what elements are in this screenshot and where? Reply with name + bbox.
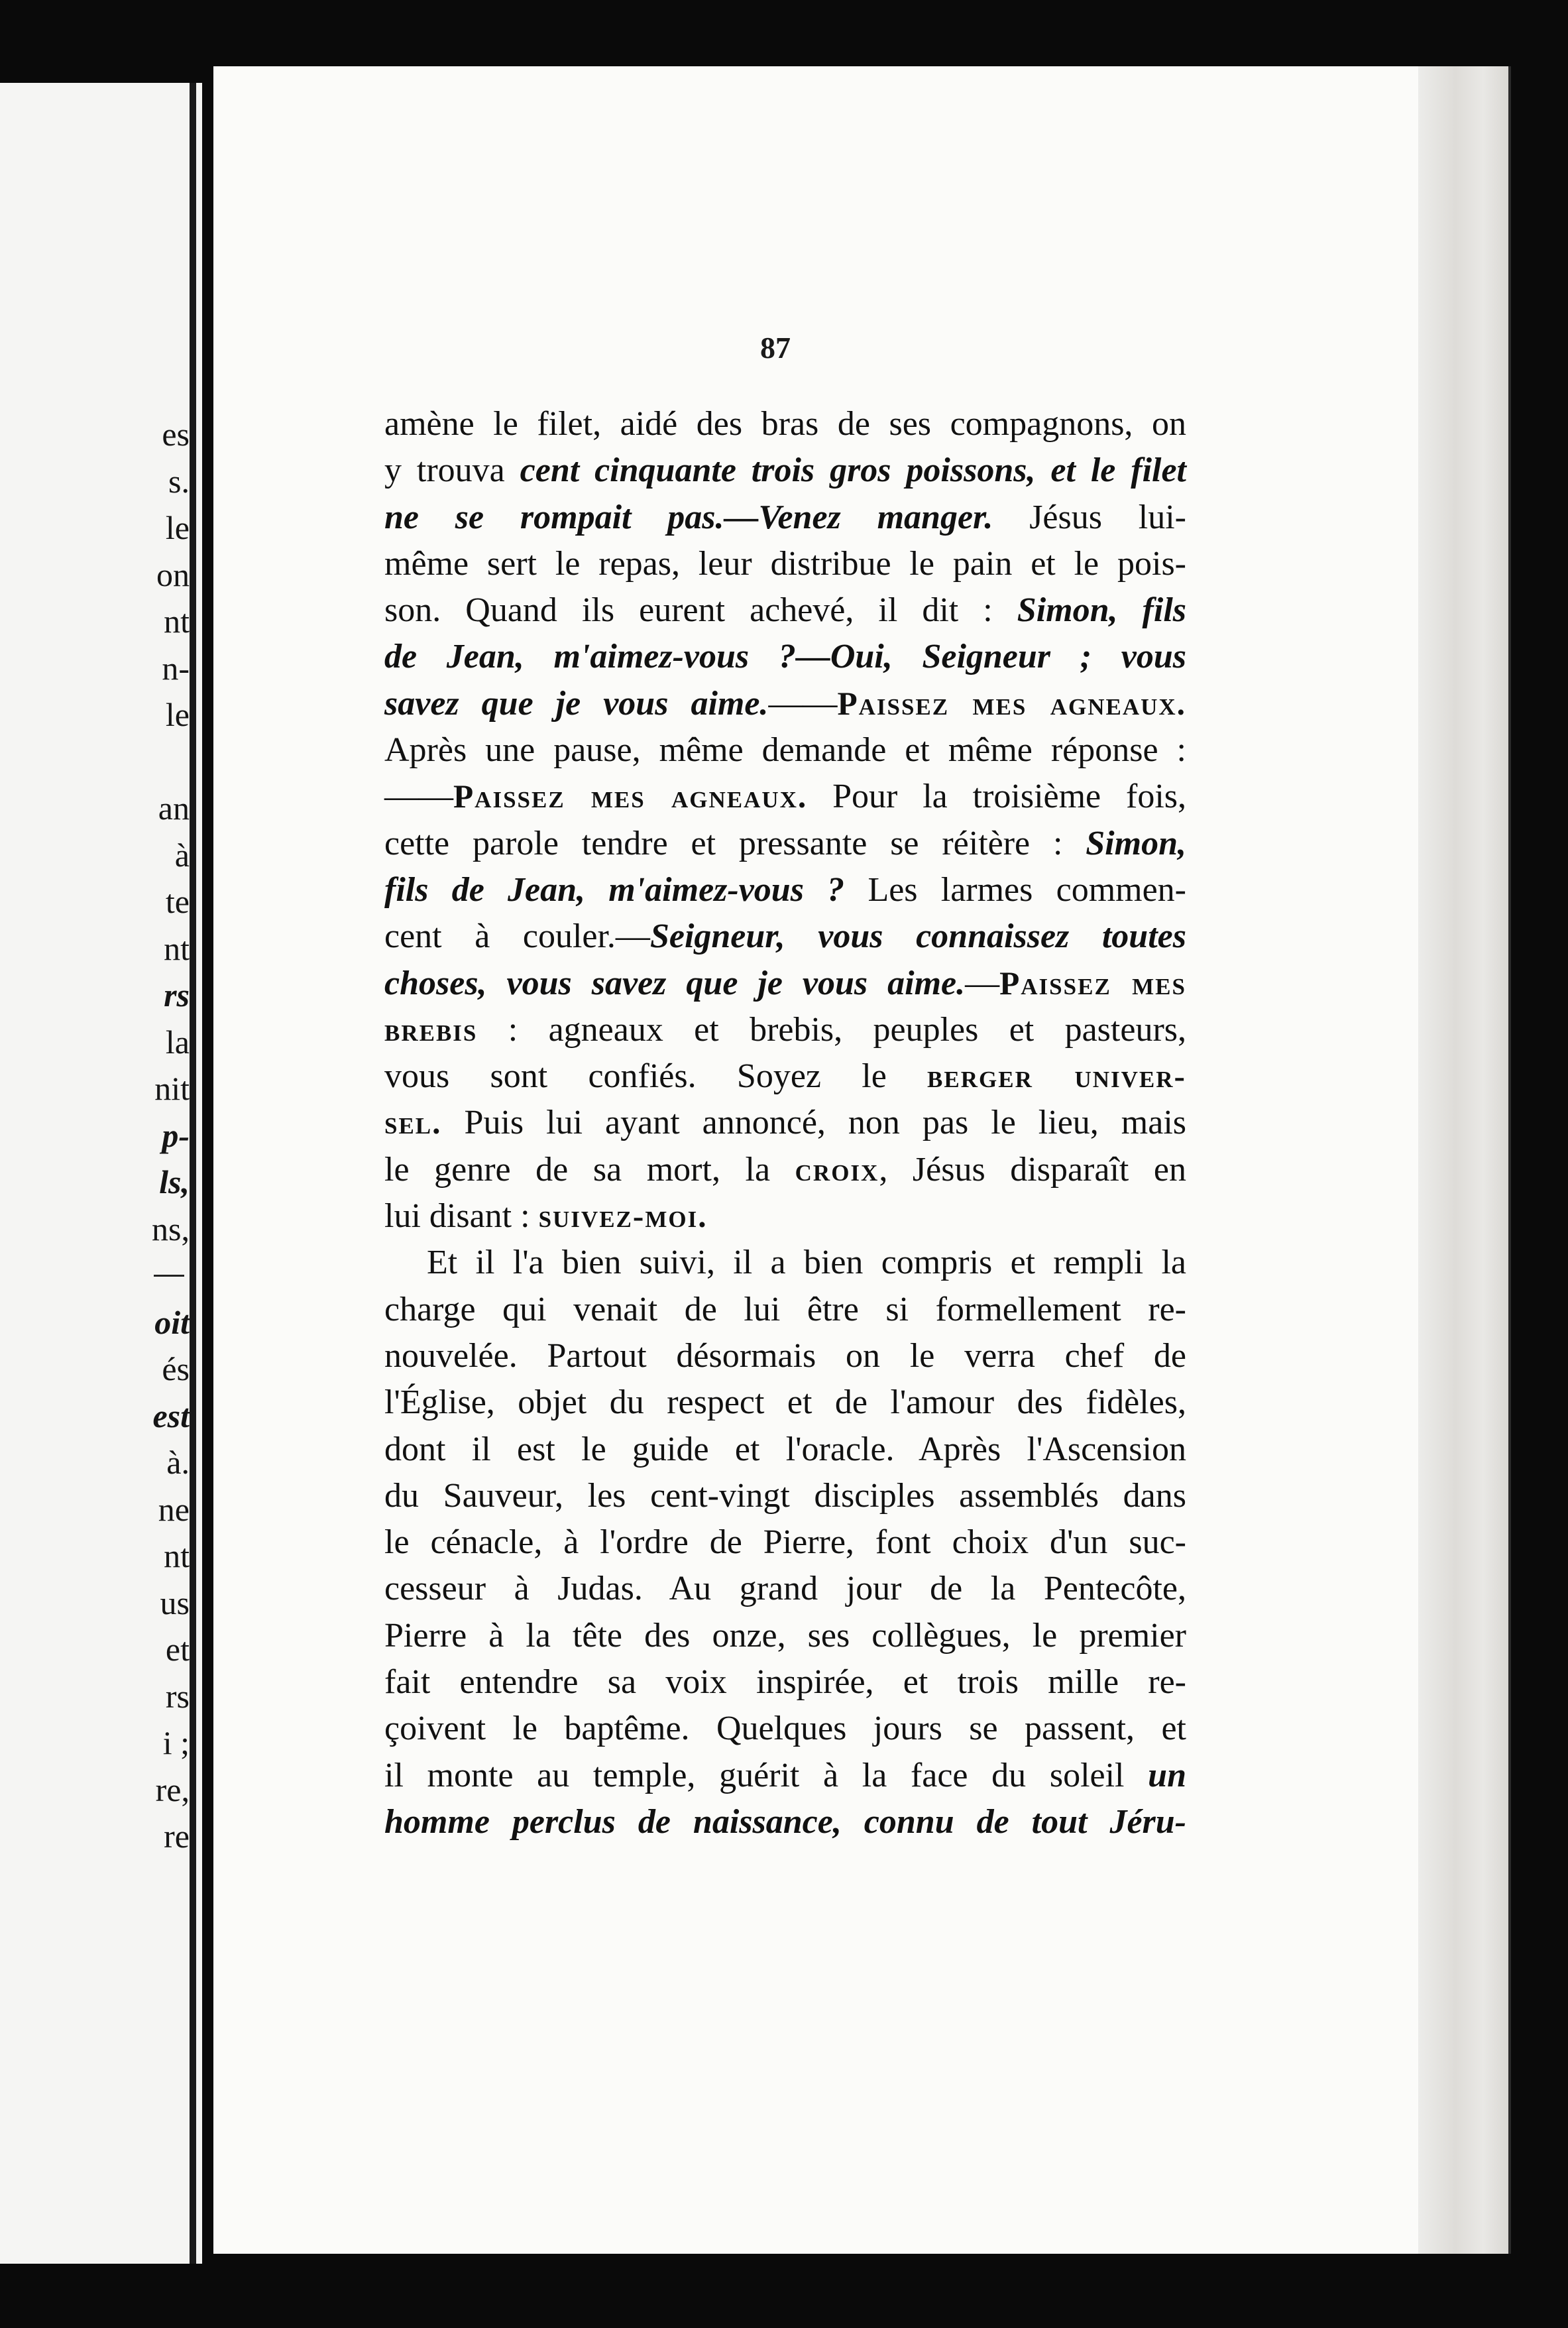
text-line [384,1753,1186,1799]
text-segment: le genre de sa mort, la [384,1150,795,1189]
text-segment: cesseur à Judas. Au grand jour de la Pentecôte, [384,1570,1186,1608]
facing-line-fragment: nt [164,603,190,640]
facing-line-fragment: an [158,789,190,827]
facing-line-fragment: nit [154,1070,190,1107]
text-segment: amène le filet, aidé des bras de ses compagnons, on [384,405,1186,443]
text-segment: son. Quand ils eurent achevé, il dit : [384,591,1017,630]
text-line [384,867,1186,913]
text-segment: Après une pause, même demande et même réponse : [384,731,1186,770]
text-segment: du Sauveur, les cent-vingt disciples assemblés dans [384,1476,1186,1515]
italic-text: choses, vous savez que je vous aime. [384,964,966,1002]
text-segment: même sert le repas, leur distribue le pain et le pois- [384,544,1186,583]
text-line [384,1287,1186,1333]
text-line [384,1706,1186,1752]
text-segment: Jésus lui- [993,498,1186,536]
text-line [384,1473,1186,1519]
facing-line-fragment [0,738,190,786]
text-line [384,1007,1186,1053]
text-segment: il monte au temple, guérit à la face du soleil [384,1756,1148,1794]
text-line [384,1053,1186,1100]
text-segment: cent à couler.— [384,917,650,956]
text-segment: çoivent le baptême. Quelques jours se passent, et [384,1710,1186,1748]
small-caps-text: croix [795,1151,879,1188]
text-segment: Puis lui ayant annoncé, non pas le lieu, mais [441,1104,1186,1142]
text-line [384,774,1186,820]
text-line [384,541,1186,587]
text-line [384,1193,1186,1240]
facing-line-fragment: est [152,1397,190,1434]
small-caps-text: Paissez mes agneaux. [453,778,808,815]
text-line [384,447,1186,494]
italic-text: Simon, [1086,824,1186,862]
facing-line-fragment: re [164,1818,190,1855]
facing-line-fragment: te [165,883,190,920]
facing-line-fragment: le [165,509,190,546]
text-line [384,960,1186,1007]
text-line [384,1566,1186,1612]
facing-line-fragment: es [162,416,190,453]
facing-line-fragment: ns, [152,1210,190,1248]
text-segment: Les larmes commen- [844,870,1186,909]
text-line [384,821,1186,867]
text-segment: —— [768,684,838,723]
facing-line-fragment: s. [168,462,190,500]
text-segment: cette parole tendre et pressante se réitère : [384,824,1086,862]
text-line [384,1519,1186,1566]
text-segment: le cénacle, à l'ordre de Pierre, font choix d'un suc- [384,1523,1186,1562]
italic-text: fils de Jean, m'aimez-vous ? [384,870,845,909]
facing-line-fragment: ne [158,1490,190,1528]
text-segment: Pour la troisième fois, [807,778,1186,816]
italic-text: savez que je vous aime. [384,684,769,723]
italic-text: Seigneur, vous connaissez toutes [649,917,1186,956]
book-gutter [190,83,196,2264]
text-line [384,1379,1186,1426]
italic-text: homme perclus de naissance, connu de tout Jéru- [384,1802,1186,1841]
facing-line-fragment: rs [164,976,190,1014]
italic-text: ne se rompait pas.—Venez manger. [384,498,993,536]
page-edges [1418,66,1511,2254]
facing-line-fragment: p- [162,1116,190,1154]
small-caps-text: suivez-moi. [538,1198,708,1235]
text-segment: Pierre à la tête des onze, ses collègues, le premier [384,1616,1186,1655]
text-segment: , Jésus disparaît en [879,1150,1186,1189]
facing-line-fragment: rs [165,1677,190,1715]
text-line [384,913,1186,960]
text-line [384,681,1186,727]
small-caps-text: berger univer- [927,1058,1186,1095]
text-line [384,401,1186,447]
italic-text: un [1148,1756,1186,1794]
facing-line-fragment: à [174,836,190,874]
facing-line-fragment: n- [162,649,190,687]
text-line [384,727,1186,774]
facing-line-fragment: oit [154,1303,190,1341]
text-segment: fait entendre sa voix inspirée, et trois mille re- [384,1663,1186,1702]
italic-text: de Jean, m'aimez-vous ?—Oui, Seigneur ; vous [384,638,1186,676]
text-segment: l'Église, objet du respect et de l'amour des fidèles, [384,1383,1186,1422]
text-segment: —— [384,778,453,816]
small-caps-text: sel. [384,1104,442,1141]
text-line [384,1613,1186,1659]
text-line [384,587,1186,634]
facing-line-fragment: re, [155,1771,190,1808]
page-number: 87 [760,331,791,365]
facing-line-fragment: us [160,1584,190,1621]
small-caps-text: Paissez mes agneaux. [837,685,1186,722]
text-segment: vous sont confiés. Soyez le [384,1057,928,1096]
text-line [384,1659,1186,1706]
text-segment: lui disant : [384,1197,539,1236]
text-line [384,1240,1186,1286]
text-line [384,1100,1186,1146]
facing-line-fragment: à. [166,1444,190,1481]
text-segment: nouvelée. Partout désormais on le verra chef de [384,1336,1186,1375]
facing-line-fragment: nt [164,1537,190,1574]
text-line [384,634,1186,680]
facing-line-fragment [0,1252,190,1299]
facing-page-text-fragments [0,411,190,1860]
facing-line-fragment: la [165,1023,190,1061]
text-line [384,1799,1186,1845]
facing-line-fragment: i ; [162,1724,190,1761]
italic-text: Simon, fils [1017,591,1186,630]
facing-line-fragment: le [165,696,190,733]
text-segment: y trouva [384,451,520,490]
text-segment: — [965,964,1000,1002]
text-segment: : agneaux et brebis, peuples et pasteurs, [477,1010,1186,1049]
small-caps-text: brebis [384,1011,478,1048]
small-caps-text: Paissez mes [999,964,1186,1002]
italic-text: cent cinquante trois gros poissons, et le filet [520,451,1187,490]
text-segment: Et il l'a bien suivi, il a bien compris et rempli la [427,1244,1186,1282]
text-segment: charge qui venait de lui être si formellement re- [384,1290,1186,1328]
facing-line-fragment: nt [164,929,190,967]
text-line [384,1426,1186,1473]
facing-line-fragment: et [165,1631,190,1668]
text-line [384,1333,1186,1379]
body-text [384,401,1186,1845]
text-segment: dont il est le guide et l'oracle. Après l'Ascension [384,1430,1186,1468]
facing-line-fragment: on [156,555,190,593]
facing-line-fragment: ls, [159,1163,190,1200]
text-line [384,495,1186,541]
facing-line-fragment: és [162,1350,190,1387]
text-line [384,1147,1186,1193]
